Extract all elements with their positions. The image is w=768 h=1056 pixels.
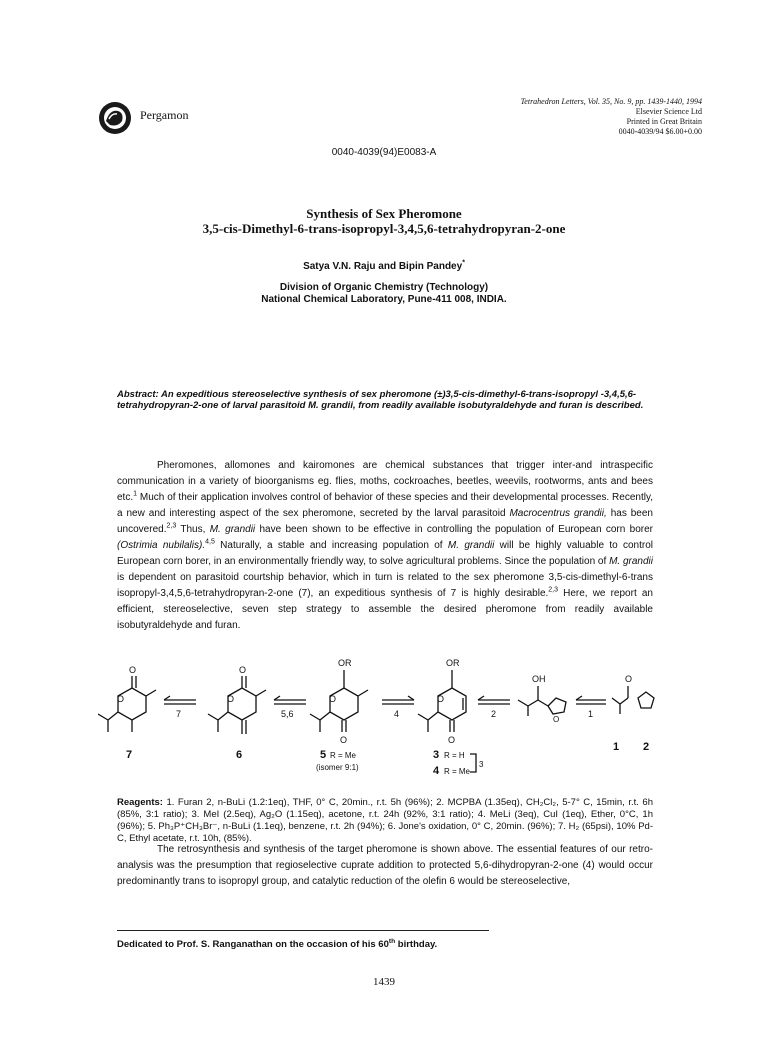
species-name: Macrocentrus grandii, (509, 508, 607, 519)
reference-mark: 2,3 (166, 522, 177, 530)
reference-mark: 1 (133, 490, 138, 498)
structure-7 (98, 665, 156, 732)
label-4-substituent: R = Me (444, 767, 471, 776)
synthesis-scheme (98, 654, 658, 784)
dedication-footnote (117, 939, 653, 950)
label-1: 1 (613, 741, 620, 753)
step-5-6-label: 5,6 (281, 709, 294, 719)
footnote-superscript: th (388, 937, 396, 945)
ring-oxygen-label: O (329, 694, 337, 704)
body-text: Much of their application involves control of behavior of these species and their developmental processes. Recently, a new and interesting aspect of the sex pheromone, secreted by the larval parasitoid (117, 492, 653, 519)
footnote-text: Dedicated to Prof. S. Ranganathan on the occasion of his 60 (117, 939, 389, 950)
citation-line-2: Elsevier Science Ltd (635, 107, 702, 116)
species-name: M. grandii (447, 540, 495, 551)
body-text: Here, we report an efficient, stereoselective, seven step strategy to assemble the desired pheromone from readily available isobutyraldehyde and furan. (117, 588, 653, 631)
citation-line-3: Printed in Great Britain (626, 117, 702, 126)
authors (0, 261, 768, 272)
species-name: (Ostrimia nubilalis). (117, 540, 206, 551)
step-1-label: 1 (588, 709, 594, 719)
ring-oxygen-label: O (227, 694, 235, 704)
step-3-label: 3 (479, 760, 484, 769)
affiliation-line-1: Division of Organic Chemistry (Technology) (279, 282, 489, 293)
affiliation (0, 282, 768, 306)
reagents-text: 1. Furan 2, n-BuLi (1.2:1eq), THF, 0° C, 20min., r.t. 5h (96%); 2. MCPBA (1.35eq), CH₂Cl₂, 5-7° C, 15min, r.t. 6h (85%, 3:1 ratio); 3. MeI (2.5eq), Ag₂O (1.15eq), acetone, r.t. 24h (92%, 3:1 ratio); 4. MeLi (3eq), CuI (1eq), Ether, 0°C, 1h (96%); 5. Ph₃P⁺CH₃Br⁻, n-BuLi (1.1eq), benzene, r.t. 2h (94%); 6. Jone's oxidation, 0° C, 20min. (96%); 7. H₂ (65psi), 10% Pd-C, Ethyl acetate, r.t. 10h, (85%). (117, 797, 653, 844)
carbonyl-oxygen-label: O (239, 665, 247, 675)
body-text: will be highly valuable to control European corn borer, in an environmentally friendly way, to solve agricultural problems. Since the population of (117, 540, 654, 567)
abstract-label: Abstract: (117, 389, 159, 400)
reference-mark: 4,5 (205, 538, 215, 546)
body-text: Pheromones, allomones and kairomones are chemical substances that trigger inter-and intraspecific communication in a variety of bioorganisms eg. flies, moths, cockroaches, beetles, weevils, rootworms, ants and bees etc. (117, 460, 653, 503)
body-text: is dependent on parasitoid courtship behavior, which in turn is related to the sex pheromone 3,5-cis-dimethyl-6-trans isopropyl-3,4,5,6-tetrahydropyran-2-one (7), an expeditious synthesis of 7 is highly desirable. (117, 572, 653, 599)
abstract-text: An expeditious stereoselective synthesis of sex pheromone (±)3,5-cis-dimethyl-6-trans-isopropyl -3,4,5,6-tetrahydropyran-2-one of larval parasitoid M. grandii, from readily available isobutyraldehyde and furan is described. (117, 389, 644, 411)
citation-line-4: 0040-4039/94 $6.00+0.00 (618, 127, 702, 136)
footnote-rule (117, 930, 489, 931)
structure-5 (310, 658, 368, 745)
label-5-substituent: R = Me (330, 751, 357, 760)
label-5-isomer-note: (isomer 9:1) (316, 763, 359, 772)
label-7: 7 (126, 749, 133, 761)
furan-oxygen-label: O (553, 715, 560, 724)
journal-citation (521, 97, 702, 137)
label-5: 5 (320, 749, 327, 761)
label-2: 2 (643, 741, 650, 753)
or-label: OR (338, 658, 352, 668)
title-line-1: Synthesis of Sex Pheromone (306, 206, 462, 221)
abstract (117, 389, 657, 411)
body-text: has been uncovered. (117, 508, 653, 535)
citation-line-1: Tetrahedron Letters, Vol. 35, No. 9, pp. 1439-1440, 1994 (520, 97, 702, 106)
arrow-step-4 (382, 696, 414, 719)
affiliation-line-2: National Chemical Laboratory, Pune-411 008, INDIA. (261, 294, 507, 305)
page-number: 1439 (373, 976, 395, 988)
arrow-step-2 (478, 696, 510, 719)
species-name: M. grandii (209, 524, 256, 535)
reagents-list (117, 797, 653, 845)
article-doi: 0040-4039(94)E0083-A (331, 147, 437, 158)
title-line-2: 3,5-cis-Dimethyl-6-trans-isopropyl-3,4,5,6-tetrahydropyran-2-one (202, 221, 566, 236)
label-3-substituent: R = H (444, 751, 465, 760)
reference-mark: 2,3 (548, 586, 559, 594)
body-paragraph-2: The retrosynthesis and synthesis of the target pheromone is shown above. The essential features of our retro-analysis was the presumption that regioselective cuprate addition to protected 5,6-dihydropyran-2-one (4) would occur predominantly trans to isopropyl group, and catalytic reduction of the olefin 6 would be stereoselective, (117, 844, 653, 887)
label-4: 4 (433, 765, 440, 777)
label-3: 3 (433, 749, 440, 761)
footnote-text: birthday. (395, 939, 438, 950)
step-7-label: 7 (176, 709, 182, 719)
ketone-oxygen-label: O (340, 735, 348, 745)
species-name: M. grandii (609, 556, 653, 567)
step-4-label: 4 (394, 709, 400, 719)
label-6: 6 (236, 749, 243, 761)
aldehyde-oxygen-label: O (625, 674, 633, 684)
corresponding-mark: * (462, 259, 465, 267)
oh-label: OH (532, 674, 546, 684)
body-paragraph-1 (117, 458, 653, 634)
arrow-step-7 (164, 696, 196, 719)
ketone-oxygen-label: O (448, 735, 456, 745)
publisher-logo (98, 101, 132, 135)
structure-starting-materials (612, 674, 654, 714)
step-2-label: 2 (491, 709, 497, 719)
body-text: Naturally, a stable and increasing population of (214, 540, 448, 551)
reagents-label: Reagents: (117, 797, 163, 808)
structure-3-4 (418, 658, 466, 745)
carbonyl-oxygen-label: O (129, 665, 137, 675)
structure-6 (208, 665, 266, 734)
or-label: OR (446, 658, 460, 668)
publisher-name: Pergamon (140, 108, 189, 122)
body-text: Thus, (176, 524, 210, 535)
article-title (0, 206, 768, 236)
ring-oxygen-label: O (437, 694, 445, 704)
ring-oxygen-label: O (117, 694, 125, 704)
arrow-step-3 (470, 754, 484, 772)
arrow-step-5-6 (274, 696, 306, 719)
author-names: Satya V.N. Raju and Bipin Pandey (303, 261, 463, 272)
structure-furyl-alcohol (518, 674, 566, 724)
body-text: have been shown to be effective in controlling the population of European corn borer (255, 524, 653, 535)
arrow-step-1 (576, 696, 606, 719)
